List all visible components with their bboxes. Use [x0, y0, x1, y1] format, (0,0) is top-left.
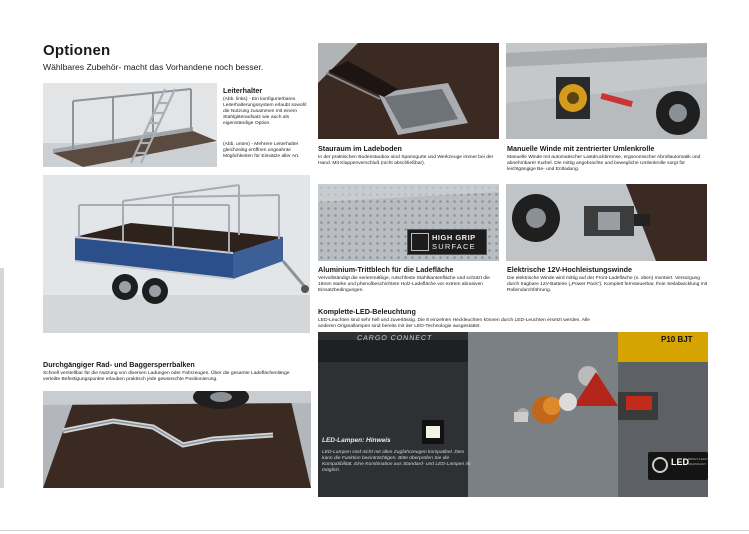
- led-text: LED-Leuchten sind sehr hell und zuverlässig. Die 8 einzelnen Heckleuchten können durch LED-Leuchten ersetzt werden. Alle anderen Originallampen sind bereits mit der LED-Technologie ausgestattet.: [318, 318, 590, 330]
- ladder-rack-text-1: (Abb. links) - Ein konfigurierbares Leiterhalterungssystem erlaubt sowohl die Nutzung zusammen mit einem Stahlgitteraufsatz wie auch als eigenständige Option.: [223, 97, 307, 127]
- page-edge-shadow: [0, 268, 4, 488]
- manual-winch-text: Manuelle Winde mit automatischer Lastdruckbremse, ergonomischer Abrollautomatik und abnehmbarer Kurbel. Die mittig angebrachte und bewegliche Umlenkrolle sorgt für leichtgängige Be- und Entladung.: [507, 155, 701, 173]
- ladder-rack-title: Leiterhalter: [223, 86, 263, 95]
- manual-winch-title: Manuelle Winde mit zentrierter Umlenkrolle: [507, 144, 655, 153]
- manual-winch-photo: [506, 43, 707, 139]
- led-title: Komplette-LED-Beleuchtung: [318, 307, 416, 316]
- led-logo-sub-1: BRIGHT & EASY: [688, 458, 708, 461]
- license-plate: P10 BJT: [661, 335, 693, 344]
- electric-winch-photo: [506, 184, 707, 261]
- electric-winch-text: Die elektrische Winde wird mittig auf der Front-Ladefläche (s. oben) montiert. Versorgung durch tragbare 12V-Batterie („Power Pack"). Komplett fernsteuerbar, freie Seilabwicklung mit Rollendurchführung.: [507, 276, 708, 294]
- led-gear-icon: [652, 457, 668, 473]
- page-bottom-rule: [0, 530, 749, 531]
- trailer-ladder-racks-photo: [43, 175, 310, 333]
- ladder-rack-text-2: (Abb. unten) - Mehrere Leiterhalter gleichzeitig eröffnen ungeahnte Möglichkeiten für Einsätze aller Art.: [223, 142, 300, 160]
- storage-box-photo: [318, 43, 499, 139]
- aluminium-plate-text: Vervollständigt die serienmäßige, rutschfeste Stahlkantenfläche und schützt die 18mm starke und phenolbeschichtete Holz-Ladefläche vor extrem abrasiven Einsatzbedingungen.: [318, 276, 490, 294]
- ladder-rack-photo: [43, 83, 217, 167]
- badge-line-2: SURFACE: [432, 242, 476, 251]
- page-subtitle: Wählbares Zubehör- macht das Vorhandene noch besser.: [43, 62, 264, 72]
- electric-winch-title: Elektrische 12V-Hochleistungswinde: [507, 265, 633, 274]
- page-title: Optionen: [43, 42, 111, 59]
- high-grip-badge: [407, 229, 487, 255]
- led-hint-title: LED-Lampen: Hinweis: [322, 437, 391, 444]
- led-hint-text: LED-Lampen sind nicht mit allen Zugfahrzeugen kompatibel. Dies kann die Funktion beeinträchtigen. Bitte überprüfen Sie die Kompatibilität. Eine Kombination aus Standard- und LED-Lampen ist möglich.: [322, 450, 471, 474]
- wheel-bar-text: Schnell verstellbar für die Nutzung von diversen Ladungen oder Fahrzeugen. Über die gesamte Ladeflächenlänge verteilte Befestigungspunkte erlauben praktisch jede gewünschte Positionierung.: [43, 371, 290, 383]
- storage-box-text: In der praktischen Bodenstaubox sind Spanngurte und Werkzeuge immer bei der Hand. Mit Klappenverschluß (nicht abschließbar).: [318, 155, 494, 167]
- led-logo-label: LED: [671, 457, 689, 467]
- storage-box-title: Stauraum im Ladeboden: [318, 144, 402, 153]
- aluminium-plate-title: Aluminium-Trittblech für die Ladefläche: [318, 265, 454, 274]
- wheel-bar-photo: [43, 391, 311, 488]
- wheel-bar-title: Durchgängiger Rad- und Baggersperrbalken: [43, 360, 195, 369]
- trailer-brand-text: CARGO CONNECT: [356, 335, 433, 342]
- badge-line-1: HIGH GRIP: [432, 233, 476, 242]
- led-technology-logo: [648, 452, 708, 480]
- led-logo-sub-2: TECHNOLOGY: [688, 463, 707, 466]
- grip-pattern-icon: [411, 233, 429, 251]
